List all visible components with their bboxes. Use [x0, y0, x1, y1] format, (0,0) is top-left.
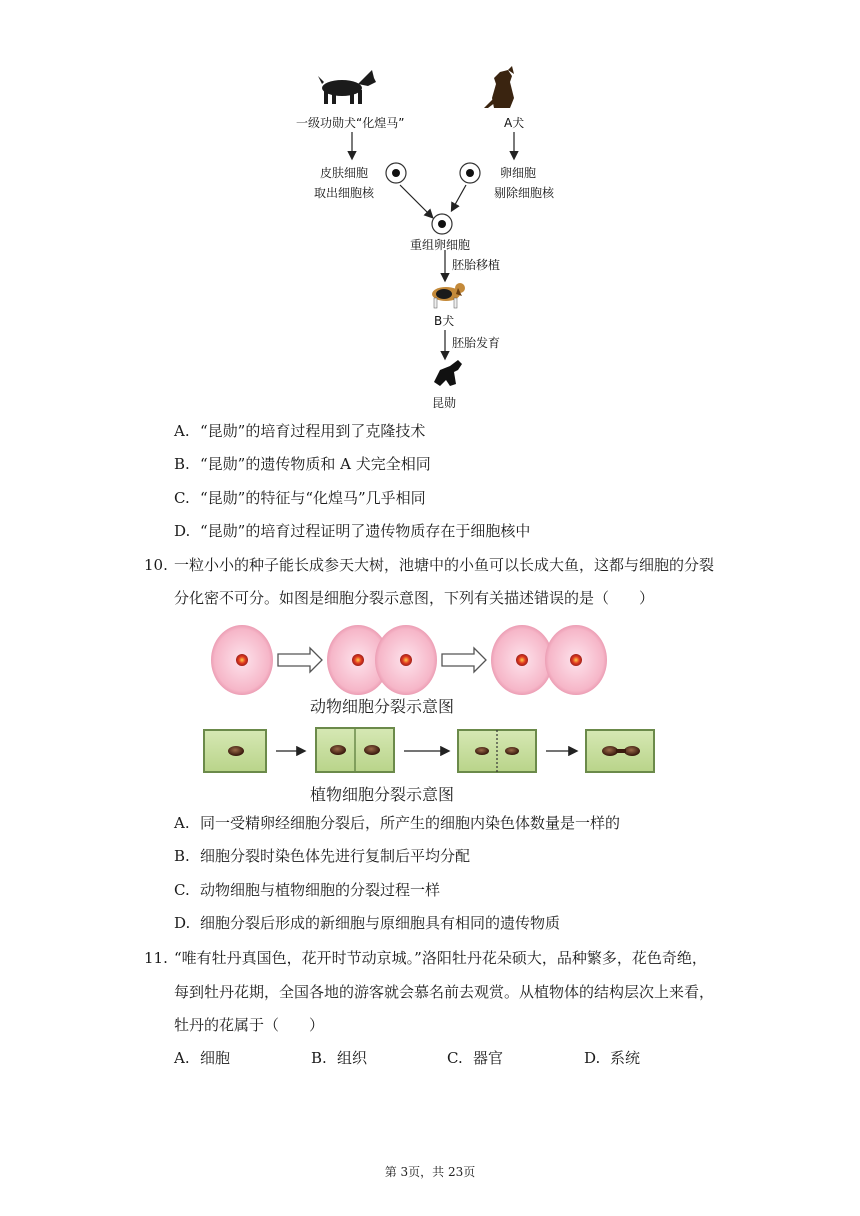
page-footer: 第 3页，共 23页: [384, 1165, 476, 1179]
animal-cell-dividing-icon: [327, 625, 437, 695]
plant-cell-initial-icon: [586, 730, 654, 772]
option-letter: C.: [447, 1049, 463, 1067]
plant-cell-dividing-icon: [316, 728, 394, 772]
option-text: 细胞: [200, 1049, 231, 1067]
option-text: 器官: [473, 1049, 504, 1067]
q9-option-b: [174, 453, 431, 475]
q10-option-c: [174, 879, 440, 901]
skin-cell-nucleus-icon: [386, 163, 406, 183]
label-strip-nucleus: 剔除细胞核: [494, 186, 555, 200]
option-text: “昆勋”的遗传物质和 A 犬完全相同: [200, 455, 431, 473]
plant-cell-single-icon: [204, 730, 266, 772]
label-dog-b: B犬: [434, 314, 455, 328]
option-letter: A.: [174, 814, 190, 832]
option-text: 细胞分裂时染色体先进行复制后平均分配: [200, 847, 471, 865]
label-recombined-egg: 重组卵细胞: [410, 238, 471, 252]
q9-option-c: [174, 487, 426, 509]
q11-option-d: [584, 1047, 640, 1069]
q11-option-b: [311, 1047, 367, 1069]
q11-stem-line2: 每到牡丹花期，全国各地的游客就会慕名前去观赏。从植物体的结构层次上来看，: [174, 983, 715, 1001]
label-egg-cell: 卵细胞: [500, 166, 537, 180]
dog-kunxun-icon: [434, 360, 462, 386]
option-text: “昆勋”的培育过程证明了遗传物质存在于细胞核中: [200, 522, 531, 540]
option-letter: B.: [174, 847, 190, 865]
q11-number: 11.: [144, 949, 168, 967]
hollow-arrow-icon: [278, 648, 322, 672]
option-letter: D.: [174, 522, 191, 540]
q9-option-a: [174, 420, 425, 442]
option-text: 动物细胞与植物细胞的分裂过程一样: [200, 881, 441, 899]
animal-cell-divided-icon: [491, 625, 607, 695]
animal-cell-single-icon: [211, 625, 273, 695]
dog-a-icon: [484, 66, 514, 108]
egg-cell-icon: [460, 163, 480, 183]
q11-stem-line1: “唯有牡丹真国色，花开时节动京城。”洛阳牡丹花朵硕大，品种繁多，花色奇绝，: [174, 949, 707, 967]
q10-option-b: [174, 845, 470, 867]
plant-cell-metaphase-icon: [458, 730, 536, 772]
hollow-arrow-icon: [442, 648, 486, 672]
option-text: “昆勋”的培育过程用到了克隆技术: [200, 422, 426, 440]
cloning-diagram: [280, 60, 580, 415]
option-letter: A.: [174, 1049, 190, 1067]
q11-stem-line3: 牡丹的花属于（ ）: [174, 1016, 325, 1034]
q11-option-c: [447, 1047, 503, 1069]
label-remove-nucleus: 取出细胞核: [314, 186, 375, 200]
label-huahuangma: 一级功勋犬“化煌马”: [296, 116, 405, 130]
option-letter: C.: [174, 881, 190, 899]
q10-number: 10.: [144, 556, 168, 574]
option-letter: D.: [174, 914, 191, 932]
option-text: “昆勋”的特征与“化煌马”几乎相同: [200, 489, 426, 507]
animal-caption: 动物细胞分裂示意图: [310, 697, 455, 716]
label-skin-cell: 皮肤细胞: [320, 166, 369, 180]
q10-stem-line2: 分化密不可分。如图是细胞分裂示意图，下列有关描述错误的是（ ）: [174, 589, 655, 607]
label-embryo-develop: 胚胎发育: [452, 336, 501, 350]
q10-option-d: [174, 912, 560, 934]
option-text: 组织: [337, 1049, 368, 1067]
recombined-egg-icon: [432, 214, 452, 234]
option-text: 细胞分裂后形成的新细胞与原细胞具有相同的遗传物质: [200, 914, 561, 932]
q10-option-a: [174, 812, 620, 834]
option-letter: C.: [174, 489, 190, 507]
dog-huahuangma-icon: [318, 70, 376, 104]
q10-stem-line1: 一粒小小的种子能长成参天大树，池塘中的小鱼可以长成大鱼，这都与细胞的分裂: [174, 556, 715, 574]
option-letter: B.: [174, 455, 190, 473]
plant-cell-division-figure: [196, 722, 661, 778]
option-letter: D.: [584, 1049, 601, 1067]
option-text: 系统: [610, 1049, 641, 1067]
label-embryo-transfer: 胚胎移植: [452, 258, 501, 272]
q11-option-a: [174, 1047, 230, 1069]
q9-option-d: [174, 520, 530, 542]
plant-caption: 植物细胞分裂示意图: [310, 785, 455, 804]
option-letter: A.: [174, 422, 190, 440]
dog-b-icon: [432, 283, 465, 308]
label-kunxun: 昆勋: [432, 396, 457, 410]
label-dog-a: A犬: [504, 116, 525, 130]
option-text: 同一受精卵经细胞分裂后，所产生的细胞内染色体数量是一样的: [200, 814, 621, 832]
option-letter: B.: [311, 1049, 327, 1067]
